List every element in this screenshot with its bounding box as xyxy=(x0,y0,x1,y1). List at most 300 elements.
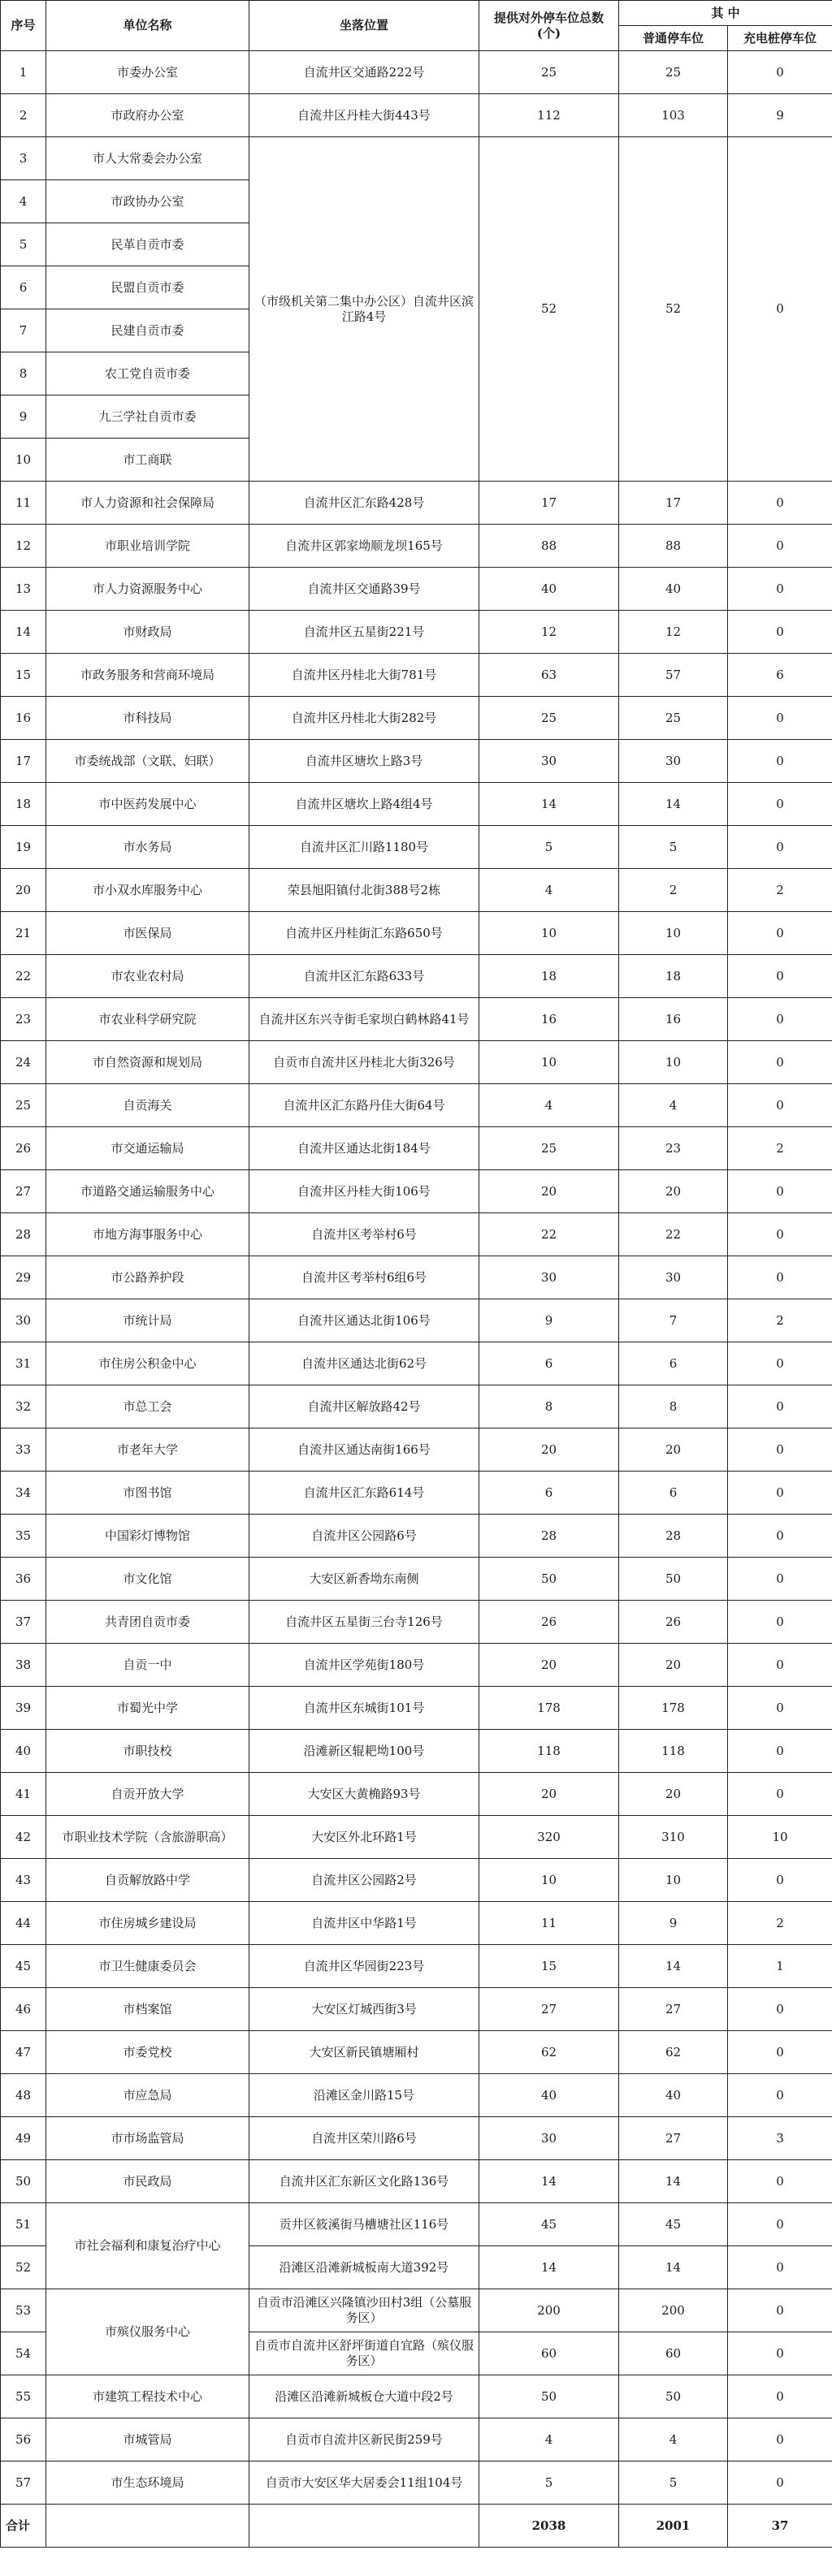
table-row xyxy=(1,1256,832,1299)
cell-seq: 52 xyxy=(1,2246,46,2289)
cell-total: 9 xyxy=(479,1299,619,1342)
cell-ordinary: 20 xyxy=(619,1428,728,1472)
cell-ordinary: 6 xyxy=(619,1472,728,1515)
cell-ordinary: 28 xyxy=(619,1515,728,1558)
cell-ordinary: 5 xyxy=(619,2461,728,2505)
cell-seq: 14 xyxy=(1,611,46,654)
table-row xyxy=(1,2375,832,2418)
cell-location: 自流井区汇东路633号 xyxy=(249,955,479,998)
cell-seq: 3 xyxy=(1,137,46,180)
cell-ordinary: 26 xyxy=(619,1601,728,1644)
cell-seq: 51 xyxy=(1,2203,46,2246)
cell-unit: 市老年大学 xyxy=(46,1428,249,1472)
cell-ordinary: 60 xyxy=(619,2332,728,2375)
cell-charging: 3 xyxy=(728,2117,832,2160)
total-total: 2038 xyxy=(479,2505,619,2548)
cell-seq: 33 xyxy=(1,1428,46,1472)
cell-location: （市级机关第二集中办公区）自流井区滨江路4号 xyxy=(249,137,479,482)
cell-location: 贡井区筱溪街马槽塘社区116号 xyxy=(249,2203,479,2246)
header-seq: 序号 xyxy=(1,1,46,51)
table-row xyxy=(1,783,832,826)
table-row xyxy=(1,1472,832,1515)
cell-seq: 10 xyxy=(1,439,46,482)
cell-location: 自流井区塘坎上路4组4号 xyxy=(249,783,479,826)
cell-charging: 10 xyxy=(728,1816,832,1859)
cell-unit: 市道路交通运输服务中心 xyxy=(46,1170,249,1213)
table-row xyxy=(1,1687,832,1730)
cell-charging: 1 xyxy=(728,1945,832,1988)
cell-total: 4 xyxy=(479,1084,619,1127)
cell-location: 自流井区汇东路丹佳大街64号 xyxy=(249,1084,479,1127)
table-row xyxy=(1,1902,832,1945)
cell-location: 自流井区东兴寺街毛家坝白鹤林路41号 xyxy=(249,998,479,1041)
cell-location: 自贡市大安区华大居委会11组104号 xyxy=(249,2461,479,2505)
cell-unit: 市人力资源服务中心 xyxy=(46,568,249,611)
cell-unit: 市自然资源和规划局 xyxy=(46,1041,249,1084)
table-row xyxy=(1,1644,832,1687)
cell-seq: 47 xyxy=(1,2031,46,2074)
cell-location: 自流井区丹桂大街443号 xyxy=(249,94,479,137)
header-unit: 单位名称 xyxy=(46,1,249,51)
cell-charging: 0 xyxy=(728,1213,832,1256)
cell-seq: 53 xyxy=(1,2289,46,2332)
cell-location: 沿滩新区辊耙坳100号 xyxy=(249,1730,479,1773)
cell-total: 8 xyxy=(479,1385,619,1428)
cell-unit: 市政协办公室 xyxy=(46,180,249,223)
cell-location: 自流井区交通路222号 xyxy=(249,51,479,94)
table-row xyxy=(1,1773,832,1816)
table-row xyxy=(1,2418,832,2461)
cell-ordinary: 10 xyxy=(619,1041,728,1084)
cell-charging: 0 xyxy=(728,1687,832,1730)
cell-location: 自流井区公园路6号 xyxy=(249,1515,479,1558)
cell-location: 自流井区考举村6组6号 xyxy=(249,1256,479,1299)
cell-total: 14 xyxy=(479,2160,619,2203)
cell-location: 沿滩区沿滩新城板南大道392号 xyxy=(249,2246,479,2289)
cell-charging: 2 xyxy=(728,1902,832,1945)
cell-unit: 市财政局 xyxy=(46,611,249,654)
cell-unit: 中国彩灯博物馆 xyxy=(46,1515,249,1558)
cell-seq: 5 xyxy=(1,223,46,266)
cell-ordinary: 27 xyxy=(619,1988,728,2031)
cell-charging: 0 xyxy=(728,1558,832,1601)
table-row xyxy=(1,1299,832,1342)
cell-total: 63 xyxy=(479,654,619,697)
table-row xyxy=(1,1816,832,1859)
cell-ordinary: 14 xyxy=(619,783,728,826)
cell-ordinary: 40 xyxy=(619,568,728,611)
cell-seq: 39 xyxy=(1,1687,46,1730)
cell-charging: 0 xyxy=(728,1385,832,1428)
table-row xyxy=(1,2074,832,2117)
cell-location: 自流井区汇东路614号 xyxy=(249,1472,479,1515)
cell-seq: 23 xyxy=(1,998,46,1041)
cell-total: 30 xyxy=(479,2117,619,2160)
table-row xyxy=(1,2461,832,2505)
cell-ordinary: 14 xyxy=(619,2246,728,2289)
table-row xyxy=(1,1558,832,1601)
header-among: 其 中 xyxy=(619,1,832,26)
cell-unit: 市殡仪服务中心 xyxy=(46,2289,249,2375)
cell-seq: 20 xyxy=(1,869,46,912)
cell-charging: 0 xyxy=(728,697,832,740)
table-row xyxy=(1,998,832,1041)
cell-charging: 0 xyxy=(728,1601,832,1644)
cell-total: 25 xyxy=(479,697,619,740)
cell-charging: 9 xyxy=(728,94,832,137)
cell-unit: 自贡解放路中学 xyxy=(46,1859,249,1902)
cell-location: 自流井区丹桂北大街282号 xyxy=(249,697,479,740)
cell-charging: 0 xyxy=(728,1773,832,1816)
cell-seq: 15 xyxy=(1,654,46,697)
table-row xyxy=(1,525,832,568)
cell-location: 沿滩区金川路15号 xyxy=(249,2074,479,2117)
cell-unit: 市委办公室 xyxy=(46,51,249,94)
cell-unit: 市政务服务和营商环境局 xyxy=(46,654,249,697)
total-empty-location xyxy=(249,2505,479,2548)
table-row xyxy=(1,912,832,955)
cell-seq: 48 xyxy=(1,2074,46,2117)
cell-charging: 0 xyxy=(728,1472,832,1515)
cell-ordinary: 57 xyxy=(619,654,728,697)
cell-unit: 市社会福利和康复治疗中心 xyxy=(46,2203,249,2289)
cell-total: 6 xyxy=(479,1472,619,1515)
cell-unit: 市民政局 xyxy=(46,2160,249,2203)
cell-location: 荣县旭阳镇付北街388号2栋 xyxy=(249,869,479,912)
cell-charging: 2 xyxy=(728,1127,832,1170)
cell-total: 320 xyxy=(479,1816,619,1859)
cell-unit: 市人大常委会办公室 xyxy=(46,137,249,180)
cell-seq: 16 xyxy=(1,697,46,740)
cell-seq: 19 xyxy=(1,826,46,869)
cell-charging: 0 xyxy=(728,1859,832,1902)
cell-unit: 自贡开放大学 xyxy=(46,1773,249,1816)
cell-unit: 市统计局 xyxy=(46,1299,249,1342)
cell-seq: 22 xyxy=(1,955,46,998)
cell-total: 30 xyxy=(479,1256,619,1299)
cell-total: 10 xyxy=(479,912,619,955)
cell-location: 大安区大黄桷路93号 xyxy=(249,1773,479,1816)
cell-ordinary: 18 xyxy=(619,955,728,998)
cell-ordinary: 62 xyxy=(619,2031,728,2074)
table-row xyxy=(1,482,832,525)
table-row xyxy=(1,869,832,912)
cell-location: 自流井区通达北街184号 xyxy=(249,1127,479,1170)
table-row xyxy=(1,1515,832,1558)
cell-total: 28 xyxy=(479,1515,619,1558)
cell-unit: 市交通运输局 xyxy=(46,1127,249,1170)
cell-ordinary: 30 xyxy=(619,740,728,783)
cell-charging: 0 xyxy=(728,2418,832,2461)
cell-seq: 45 xyxy=(1,1945,46,1988)
total-row xyxy=(1,2505,832,2548)
cell-unit: 市蜀光中学 xyxy=(46,1687,249,1730)
cell-total: 20 xyxy=(479,1773,619,1816)
cell-charging: 2 xyxy=(728,869,832,912)
cell-seq: 46 xyxy=(1,1988,46,2031)
table-row xyxy=(1,1127,832,1170)
cell-location: 自贡市沿滩区兴隆镇沙田村3组（公墓服务区） xyxy=(249,2289,479,2332)
cell-unit: 市工商联 xyxy=(46,439,249,482)
cell-seq: 21 xyxy=(1,912,46,955)
cell-unit: 市政府办公室 xyxy=(46,94,249,137)
cell-unit: 自贡一中 xyxy=(46,1644,249,1687)
cell-unit: 市小双水库服务中心 xyxy=(46,869,249,912)
table-row xyxy=(1,2117,832,2160)
cell-total: 40 xyxy=(479,568,619,611)
cell-unit: 市图书馆 xyxy=(46,1472,249,1515)
cell-unit: 农工党自贡市委 xyxy=(46,352,249,395)
cell-location: 自流井区考举村6号 xyxy=(249,1213,479,1256)
cell-ordinary: 9 xyxy=(619,1902,728,1945)
table-row xyxy=(1,1945,832,1988)
cell-total: 15 xyxy=(479,1945,619,1988)
cell-seq: 28 xyxy=(1,1213,46,1256)
cell-seq: 41 xyxy=(1,1773,46,1816)
cell-charging: 0 xyxy=(728,2203,832,2246)
cell-total: 178 xyxy=(479,1687,619,1730)
cell-charging: 0 xyxy=(728,998,832,1041)
cell-seq: 26 xyxy=(1,1127,46,1170)
cell-location: 自流井区丹桂大街106号 xyxy=(249,1170,479,1213)
cell-ordinary: 16 xyxy=(619,998,728,1041)
cell-unit: 市农业科学研究院 xyxy=(46,998,249,1041)
cell-seq: 31 xyxy=(1,1342,46,1385)
cell-total: 4 xyxy=(479,869,619,912)
cell-ordinary: 178 xyxy=(619,1687,728,1730)
table-row xyxy=(1,51,832,94)
cell-unit: 市建筑工程技术中心 xyxy=(46,2375,249,2418)
cell-total: 27 xyxy=(479,1988,619,2031)
cell-ordinary: 2 xyxy=(619,869,728,912)
total-charging: 37 xyxy=(728,2505,832,2548)
cell-charging: 0 xyxy=(728,1256,832,1299)
table-row xyxy=(1,1428,832,1472)
cell-seq: 35 xyxy=(1,1515,46,1558)
cell-seq: 11 xyxy=(1,482,46,525)
cell-unit: 市医保局 xyxy=(46,912,249,955)
cell-location: 自流井区解放路42号 xyxy=(249,1385,479,1428)
table-row xyxy=(1,2289,832,2332)
cell-ordinary: 5 xyxy=(619,826,728,869)
cell-unit: 市文化馆 xyxy=(46,1558,249,1601)
cell-ordinary: 40 xyxy=(619,2074,728,2117)
cell-seq: 30 xyxy=(1,1299,46,1342)
cell-seq: 57 xyxy=(1,2461,46,2505)
cell-total: 25 xyxy=(479,51,619,94)
table-row xyxy=(1,1084,832,1127)
cell-unit: 自贡海关 xyxy=(46,1084,249,1127)
table-row xyxy=(1,1988,832,2031)
cell-total: 16 xyxy=(479,998,619,1041)
cell-unit: 民建自贡市委 xyxy=(46,309,249,352)
cell-unit: 市中医药发展中心 xyxy=(46,783,249,826)
cell-seq: 29 xyxy=(1,1256,46,1299)
cell-unit: 市职技校 xyxy=(46,1730,249,1773)
cell-total: 118 xyxy=(479,1730,619,1773)
header-total: 提供对外停车位总数(个) xyxy=(479,1,619,51)
cell-total: 52 xyxy=(479,137,619,482)
cell-unit: 市委党校 xyxy=(46,2031,249,2074)
cell-seq: 54 xyxy=(1,2332,46,2375)
table-row xyxy=(1,1859,832,1902)
table-row xyxy=(1,1041,832,1084)
cell-ordinary: 25 xyxy=(619,697,728,740)
cell-location: 自流井区丹桂街汇东路650号 xyxy=(249,912,479,955)
cell-unit: 民革自贡市委 xyxy=(46,223,249,266)
cell-location: 自流井区学苑街180号 xyxy=(249,1644,479,1687)
cell-location: 自流井区公园路2号 xyxy=(249,1859,479,1902)
cell-total: 25 xyxy=(479,1127,619,1170)
cell-charging: 0 xyxy=(728,1730,832,1773)
cell-charging: 0 xyxy=(728,1988,832,2031)
cell-total: 60 xyxy=(479,2332,619,2375)
cell-ordinary: 17 xyxy=(619,482,728,525)
cell-ordinary: 8 xyxy=(619,1385,728,1428)
cell-total: 45 xyxy=(479,2203,619,2246)
cell-charging: 0 xyxy=(728,2031,832,2074)
cell-total: 12 xyxy=(479,611,619,654)
total-empty-unit xyxy=(46,2505,249,2548)
cell-total: 18 xyxy=(479,955,619,998)
cell-ordinary: 25 xyxy=(619,51,728,94)
cell-unit: 共青团自贡市委 xyxy=(46,1601,249,1644)
cell-unit: 市市场监管局 xyxy=(46,2117,249,2160)
cell-total: 14 xyxy=(479,2246,619,2289)
cell-total: 17 xyxy=(479,482,619,525)
cell-unit: 市住房公积金中心 xyxy=(46,1342,249,1385)
cell-total: 10 xyxy=(479,1041,619,1084)
cell-total: 50 xyxy=(479,2375,619,2418)
cell-location: 自流井区汇东新区文化路136号 xyxy=(249,2160,479,2203)
cell-location: 自流井区通达北街62号 xyxy=(249,1342,479,1385)
cell-charging: 0 xyxy=(728,826,832,869)
table-row xyxy=(1,611,832,654)
cell-ordinary: 4 xyxy=(619,2418,728,2461)
cell-charging: 0 xyxy=(728,740,832,783)
table-row xyxy=(1,2160,832,2203)
cell-seq: 55 xyxy=(1,2375,46,2418)
cell-location: 自流井区华园街223号 xyxy=(249,1945,479,1988)
cell-total: 40 xyxy=(479,2074,619,2117)
header-charging: 充电桩停车位 xyxy=(728,26,832,51)
cell-charging: 0 xyxy=(728,2332,832,2375)
cell-unit: 市总工会 xyxy=(46,1385,249,1428)
cell-seq: 8 xyxy=(1,352,46,395)
cell-seq: 7 xyxy=(1,309,46,352)
cell-ordinary: 10 xyxy=(619,1859,728,1902)
cell-ordinary: 310 xyxy=(619,1816,728,1859)
cell-unit: 市人力资源和社会保障局 xyxy=(46,482,249,525)
cell-charging: 0 xyxy=(728,2074,832,2117)
cell-total: 26 xyxy=(479,1601,619,1644)
table-row xyxy=(1,740,832,783)
cell-location: 自流井区中华路1号 xyxy=(249,1902,479,1945)
cell-ordinary: 45 xyxy=(619,2203,728,2246)
cell-seq: 13 xyxy=(1,568,46,611)
cell-seq: 18 xyxy=(1,783,46,826)
table-row xyxy=(1,654,832,697)
cell-seq: 40 xyxy=(1,1730,46,1773)
cell-seq: 12 xyxy=(1,525,46,568)
table-row xyxy=(1,1342,832,1385)
cell-unit: 民盟自贡市委 xyxy=(46,266,249,309)
cell-ordinary: 103 xyxy=(619,94,728,137)
cell-unit: 市地方海事服务中心 xyxy=(46,1213,249,1256)
cell-seq: 6 xyxy=(1,266,46,309)
cell-seq: 37 xyxy=(1,1601,46,1644)
cell-ordinary: 50 xyxy=(619,2375,728,2418)
cell-ordinary: 12 xyxy=(619,611,728,654)
cell-location: 自流井区荣川路6号 xyxy=(249,2117,479,2160)
cell-seq: 1 xyxy=(1,51,46,94)
cell-unit: 市卫生健康委员会 xyxy=(46,1945,249,1988)
cell-charging: 0 xyxy=(728,482,832,525)
cell-charging: 6 xyxy=(728,654,832,697)
cell-charging: 0 xyxy=(728,1084,832,1127)
cell-charging: 0 xyxy=(728,568,832,611)
cell-total: 30 xyxy=(479,740,619,783)
cell-location: 大安区灯城西街3号 xyxy=(249,1988,479,2031)
cell-location: 自流井区交通路39号 xyxy=(249,568,479,611)
cell-total: 50 xyxy=(479,1558,619,1601)
cell-ordinary: 4 xyxy=(619,1084,728,1127)
cell-charging: 0 xyxy=(728,2375,832,2418)
table-row xyxy=(1,94,832,137)
cell-ordinary: 30 xyxy=(619,1256,728,1299)
cell-location: 大安区外北环路1号 xyxy=(249,1816,479,1859)
cell-charging: 0 xyxy=(728,2246,832,2289)
cell-total: 14 xyxy=(479,783,619,826)
cell-charging: 0 xyxy=(728,611,832,654)
cell-location: 自贡市自流井区舒坪街道自宜路（殡仪服务区） xyxy=(249,2332,479,2375)
cell-total: 20 xyxy=(479,1428,619,1472)
cell-charging: 0 xyxy=(728,1515,832,1558)
cell-total: 10 xyxy=(479,1859,619,1902)
table-body xyxy=(1,51,832,2548)
table-row xyxy=(1,697,832,740)
cell-unit: 市农业农村局 xyxy=(46,955,249,998)
cell-location: 自流井区通达南街166号 xyxy=(249,1428,479,1472)
cell-unit: 市档案馆 xyxy=(46,1988,249,2031)
cell-location: 自流井区汇川路1180号 xyxy=(249,826,479,869)
cell-seq: 9 xyxy=(1,395,46,439)
cell-total: 88 xyxy=(479,525,619,568)
cell-charging: 0 xyxy=(728,1041,832,1084)
cell-charging: 0 xyxy=(728,525,832,568)
cell-location: 自流井区郭家坳顺龙坝165号 xyxy=(249,525,479,568)
cell-unit: 市水务局 xyxy=(46,826,249,869)
cell-ordinary: 14 xyxy=(619,1945,728,1988)
cell-location: 自流井区塘坎上路3号 xyxy=(249,740,479,783)
cell-seq: 17 xyxy=(1,740,46,783)
cell-location: 沿滩区沿滩新城板仓大道中段2号 xyxy=(249,2375,479,2418)
cell-charging: 0 xyxy=(728,2461,832,2505)
cell-unit: 市职业技术学院（含旅游职高） xyxy=(46,1816,249,1859)
header-ordinary: 普通停车位 xyxy=(619,26,728,51)
cell-location: 大安区新民镇塘厢村 xyxy=(249,2031,479,2074)
cell-location: 大安区新香坳东南侧 xyxy=(249,1558,479,1601)
table-row xyxy=(1,1385,832,1428)
cell-charging: 0 xyxy=(728,2160,832,2203)
cell-seq: 27 xyxy=(1,1170,46,1213)
header-location: 坐落位置 xyxy=(249,1,479,51)
cell-charging: 0 xyxy=(728,1644,832,1687)
cell-unit: 市生态环境局 xyxy=(46,2461,249,2505)
cell-seq: 24 xyxy=(1,1041,46,1084)
cell-ordinary: 20 xyxy=(619,1170,728,1213)
table-row xyxy=(1,568,832,611)
